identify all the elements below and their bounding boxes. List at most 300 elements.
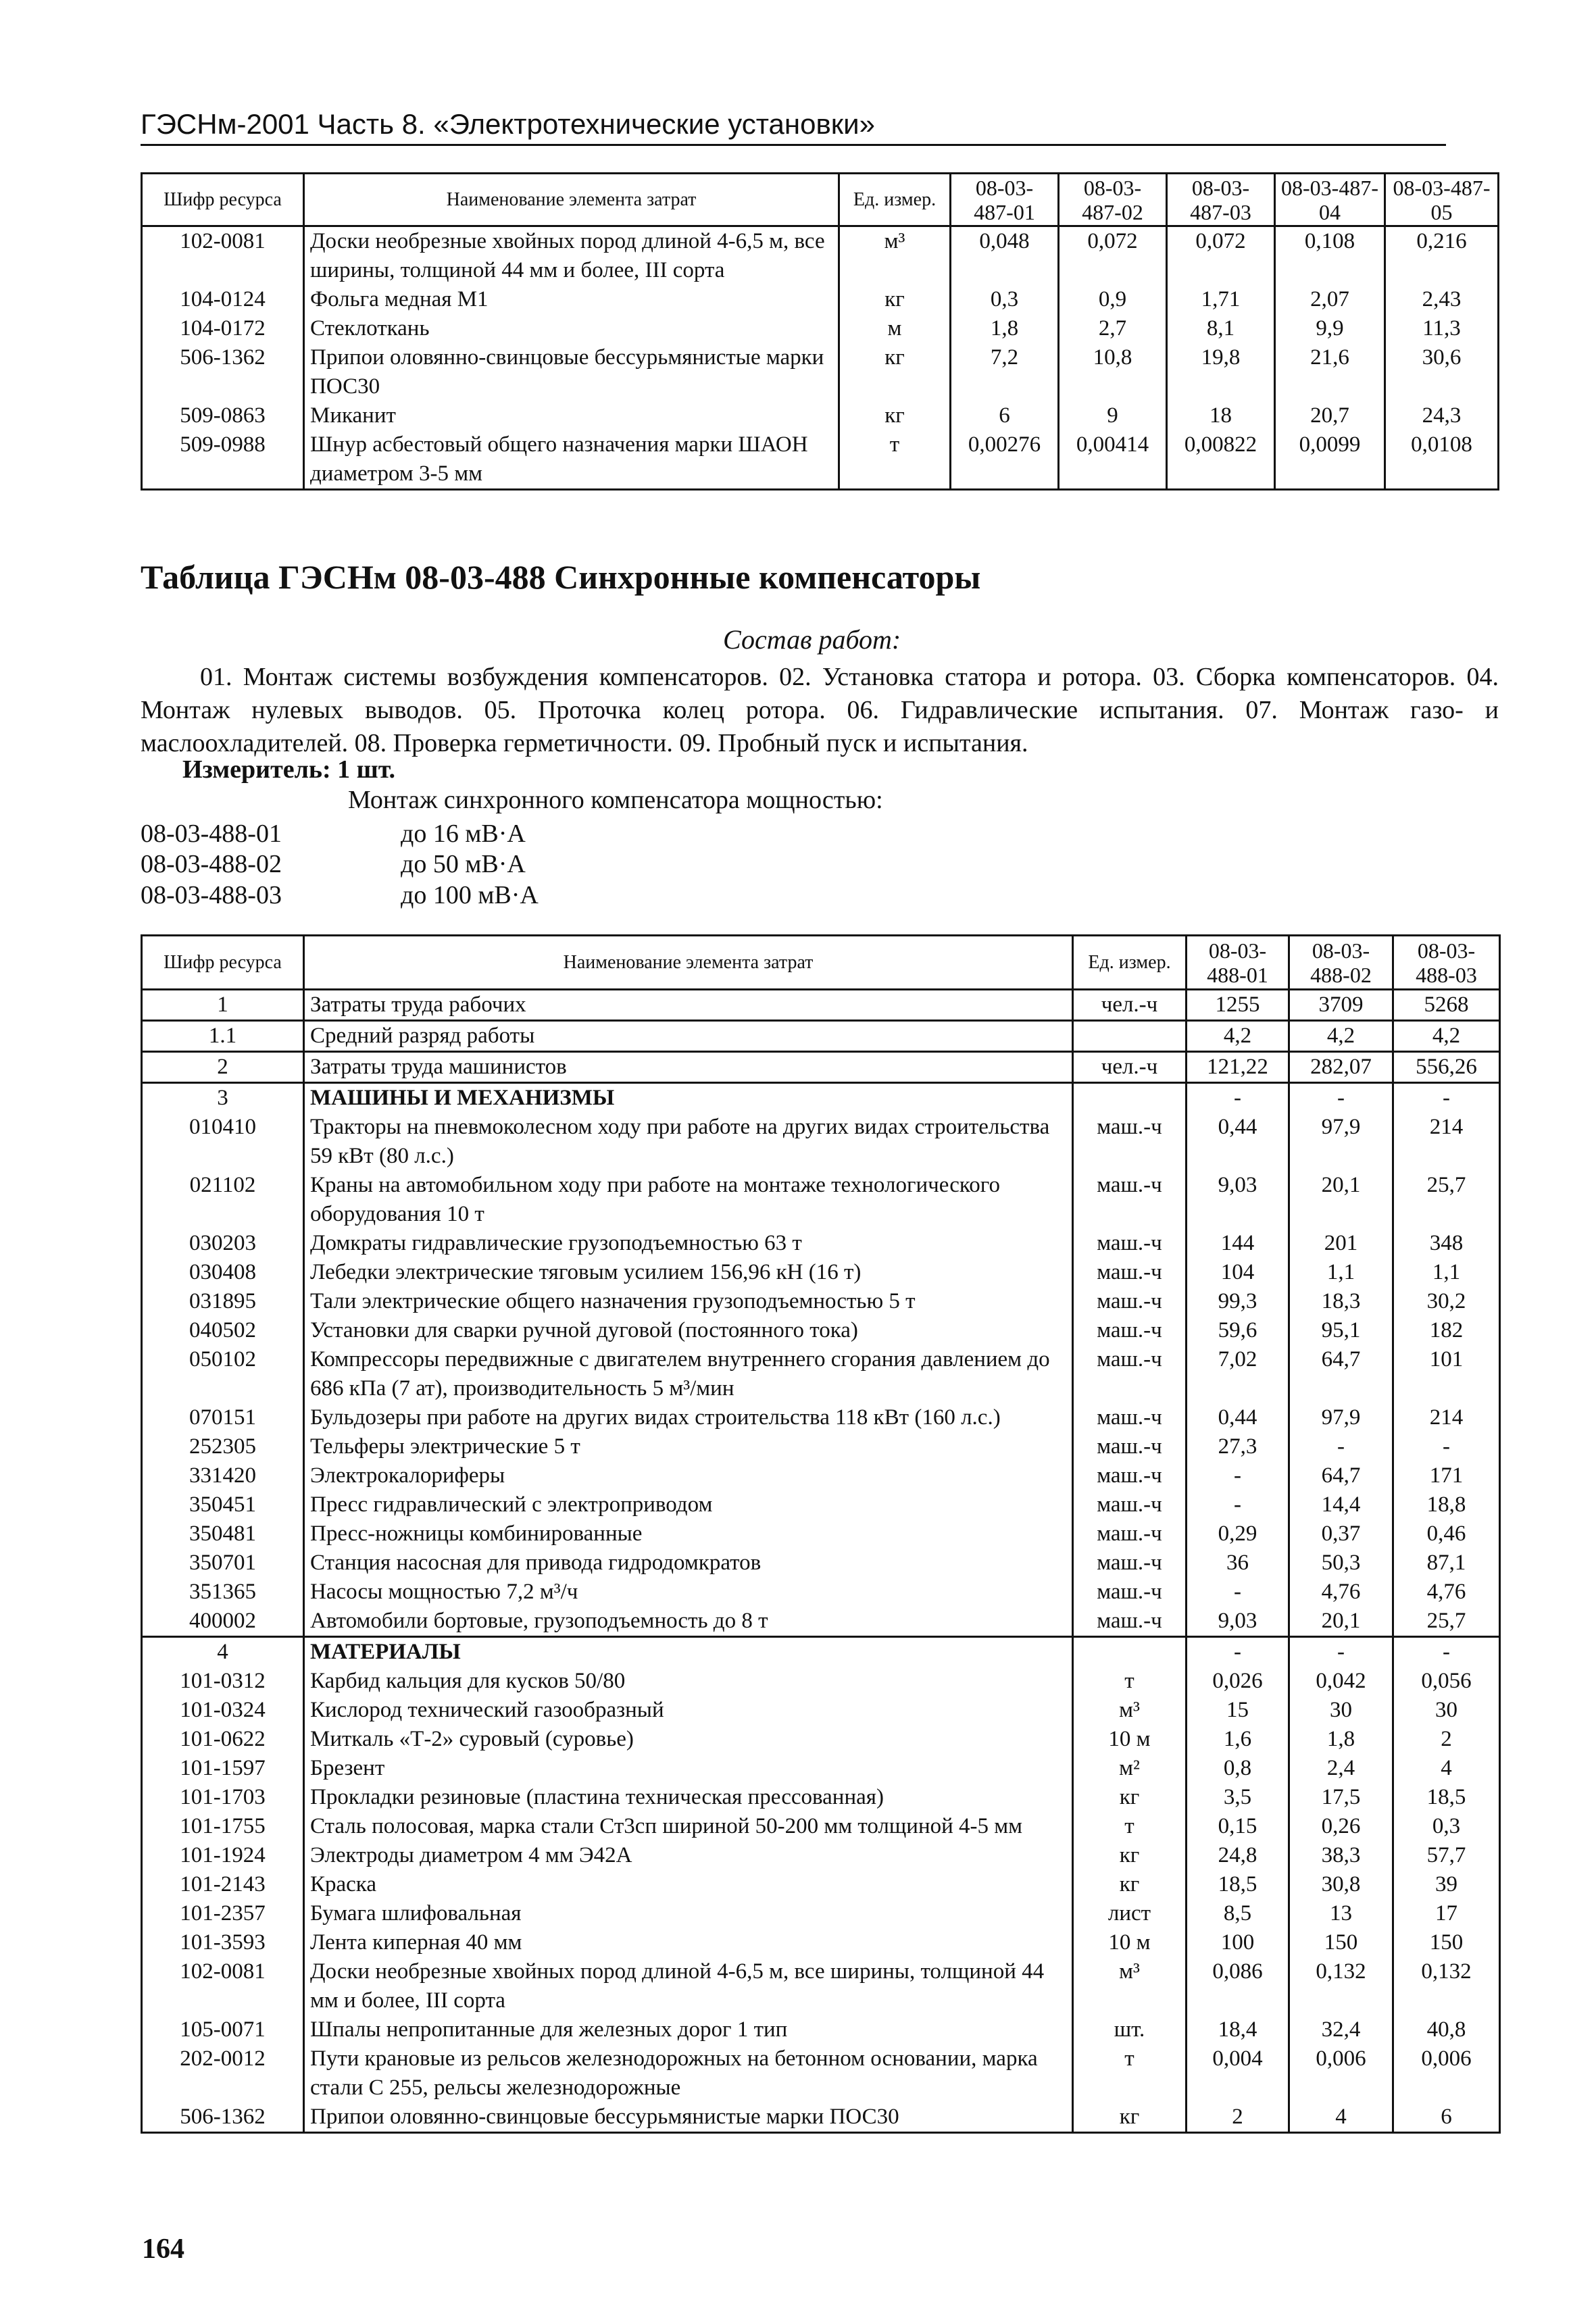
resource-code: 252305 — [142, 1432, 304, 1461]
table-row — [142, 1812, 1500, 1841]
table-row — [142, 1667, 1500, 1696]
value-cell: 17 — [1393, 1899, 1500, 1928]
value-cell: 99,3 — [1187, 1287, 1289, 1316]
unit-cell: т — [1073, 1812, 1187, 1841]
resource-name: Тали электрические общего назначения грузоподъемностью 5 т — [304, 1287, 1073, 1316]
resource-name: Электроды диаметром 4 мм Э42А — [304, 1841, 1073, 1870]
value-cell: 11,3 — [1385, 314, 1499, 343]
unit-cell: маш.-ч — [1073, 1316, 1187, 1345]
table-row — [142, 990, 1500, 1021]
unit-cell: маш.-ч — [1073, 1549, 1187, 1578]
resource-code: 101-1924 — [142, 1841, 304, 1870]
resource-name: Прокладки резиновые (пластина техническая прессованная) — [304, 1783, 1073, 1812]
value-cell: 1,8 — [951, 314, 1059, 343]
variant-code: 08-03-488-03 — [141, 881, 282, 909]
resource-code: 2 — [142, 1052, 304, 1083]
resource-name: Припои оловянно-свинцовые бессурьмянистые марки ПОС30 — [304, 2103, 1073, 2133]
value-cell: 0,0099 — [1275, 430, 1385, 490]
resource-name: Компрессоры передвижные с двигателем внутреннего сгорания давлением до 686 кПа (7 ат), производительность 5 м³/мин — [304, 1345, 1073, 1403]
table-row — [142, 1171, 1500, 1229]
value-cell: - — [1289, 1637, 1393, 1667]
unit-cell — [1073, 1021, 1187, 1052]
value-cell: 348 — [1393, 1229, 1500, 1258]
value-cell: 95,1 — [1289, 1316, 1393, 1345]
value-cell: 25,7 — [1393, 1607, 1500, 1637]
value-cell: 0,9 — [1059, 285, 1167, 314]
unit-cell: т — [839, 430, 951, 490]
resource-code: 101-1597 — [142, 1754, 304, 1783]
table-row — [142, 1725, 1500, 1754]
resource-code: 202-0012 — [142, 2044, 304, 2103]
value-cell: 0,46 — [1393, 1519, 1500, 1549]
value-cell: 556,26 — [1393, 1052, 1500, 1083]
resource-name: Стеклоткань — [304, 314, 839, 343]
value-cell: 201 — [1289, 1229, 1393, 1258]
resource-name: МАШИНЫ И МЕХАНИЗМЫ — [304, 1083, 1073, 1113]
resource-name: Сталь полосовая, марка стали Ст3сп шириной 50-200 мм толщиной 4-5 мм — [304, 1812, 1073, 1841]
resource-code: 506-1362 — [142, 343, 304, 401]
resource-name: Краска — [304, 1870, 1073, 1899]
value-cell: 0,132 — [1289, 1957, 1393, 2015]
unit-cell: маш.-ч — [1073, 1171, 1187, 1229]
resource-code: 101-1703 — [142, 1783, 304, 1812]
table-row — [142, 401, 1499, 430]
value-cell: 4,76 — [1393, 1578, 1500, 1607]
unit-cell: маш.-ч — [1073, 1345, 1187, 1403]
variant-text: до 50 мВ·А — [401, 850, 526, 878]
value-cell: 27,3 — [1187, 1432, 1289, 1461]
value-cell: 2 — [1187, 2103, 1289, 2133]
resource-name: Пресс-ножницы комбинированные — [304, 1519, 1073, 1549]
value-cell: 0,37 — [1289, 1519, 1393, 1549]
value-cell: 144 — [1187, 1229, 1289, 1258]
unit-cell: т — [1073, 2044, 1187, 2103]
unit-cell: 10 м — [1073, 1725, 1187, 1754]
value-cell: 15 — [1187, 1696, 1289, 1725]
resource-code: 104-0172 — [142, 314, 304, 343]
resource-code: 102-0081 — [142, 1957, 304, 2015]
table-row — [142, 1928, 1500, 1957]
value-cell: 6 — [951, 401, 1059, 430]
unit-cell — [1073, 1637, 1187, 1667]
value-cell: 0,0108 — [1385, 430, 1499, 490]
table-row — [142, 1549, 1500, 1578]
resource-code: 101-0622 — [142, 1725, 304, 1754]
resource-code: 509-0988 — [142, 430, 304, 490]
resource-name: Электрокалориферы — [304, 1461, 1073, 1490]
variant-text: до 100 мВ·А — [401, 881, 539, 909]
unit-cell: чел.-ч — [1073, 1052, 1187, 1083]
value-cell: 97,9 — [1289, 1113, 1393, 1171]
value-cell: 3709 — [1289, 990, 1393, 1021]
table-row — [142, 285, 1499, 314]
resource-name: Шпалы непропитанные для железных дорог 1 тип — [304, 2015, 1073, 2044]
resource-code: 101-0312 — [142, 1667, 304, 1696]
table-row — [142, 1637, 1500, 1667]
value-cell: 9,03 — [1187, 1607, 1289, 1637]
resource-name: Припои оловянно-свинцовые бессурьмянистые марки ПОС30 — [304, 343, 839, 401]
unit-cell: маш.-ч — [1073, 1229, 1187, 1258]
value-cell: 5268 — [1393, 990, 1500, 1021]
resource-code: 104-0124 — [142, 285, 304, 314]
value-cell: 30,2 — [1393, 1287, 1500, 1316]
value-cell: - — [1187, 1461, 1289, 1490]
value-cell: 2,43 — [1385, 285, 1499, 314]
unit-cell: маш.-ч — [1073, 1607, 1187, 1637]
column-header: 08-03-487-02 — [1059, 174, 1167, 226]
unit-cell: кг — [839, 343, 951, 401]
value-cell: 7,2 — [951, 343, 1059, 401]
variant-row — [141, 849, 526, 879]
value-cell: 0,026 — [1187, 1667, 1289, 1696]
unit-cell: кг — [839, 401, 951, 430]
table-row — [142, 1461, 1500, 1490]
unit-cell: маш.-ч — [1073, 1258, 1187, 1287]
resource-code: 010410 — [142, 1113, 304, 1171]
resource-name: Пресс гидравлический с электроприводом — [304, 1490, 1073, 1519]
running-header: ГЭСНм-2001 Часть 8. «Электротехнические установки» — [141, 108, 875, 140]
table-row — [142, 2015, 1500, 2044]
unit-cell: маш.-ч — [1073, 1519, 1187, 1549]
value-cell: 9 — [1059, 401, 1167, 430]
resource-name: Фольга медная М1 — [304, 285, 839, 314]
value-cell: 150 — [1289, 1928, 1393, 1957]
value-cell: 4,2 — [1289, 1021, 1393, 1052]
resource-name: Миткаль «Т-2» суровый (суровье) — [304, 1725, 1073, 1754]
resource-code: 102-0081 — [142, 226, 304, 286]
resource-code: 101-2143 — [142, 1870, 304, 1899]
value-cell: 8,1 — [1167, 314, 1275, 343]
unit-cell: маш.-ч — [1073, 1403, 1187, 1432]
resource-name: Средний разряд работы — [304, 1021, 1073, 1052]
table-row — [142, 1783, 1500, 1812]
value-cell: 3,5 — [1187, 1783, 1289, 1812]
value-cell: - — [1289, 1432, 1393, 1461]
unit-cell: кг — [1073, 2103, 1187, 2133]
value-cell: 4,2 — [1187, 1021, 1289, 1052]
unit-cell: шт. — [1073, 2015, 1187, 2044]
resource-code: 350451 — [142, 1490, 304, 1519]
table-row — [142, 2103, 1500, 2133]
value-cell: 1,6 — [1187, 1725, 1289, 1754]
value-cell: 0,072 — [1059, 226, 1167, 286]
table-row — [142, 1113, 1500, 1171]
value-cell: 4 — [1393, 1754, 1500, 1783]
value-cell: 40,8 — [1393, 2015, 1500, 2044]
value-cell: 2,07 — [1275, 285, 1385, 314]
variant-text: до 16 мВ·А — [401, 820, 526, 848]
value-cell: - — [1393, 1637, 1500, 1667]
resource-code: 350481 — [142, 1519, 304, 1549]
resource-code: 4 — [142, 1637, 304, 1667]
value-cell: - — [1187, 1490, 1289, 1519]
variant-code: 08-03-488-02 — [141, 850, 282, 878]
table-row — [142, 1899, 1500, 1928]
value-cell: 0,056 — [1393, 1667, 1500, 1696]
table-row — [142, 1490, 1500, 1519]
value-cell: 2,4 — [1289, 1754, 1393, 1783]
resource-code: 021102 — [142, 1171, 304, 1229]
unit-cell: 10 м — [1073, 1928, 1187, 1957]
table-header-row — [142, 174, 1499, 226]
table-row — [142, 1345, 1500, 1403]
mount-title: Монтаж синхронного компенсатора мощностью: — [348, 786, 883, 814]
value-cell: 0,006 — [1393, 2044, 1500, 2103]
resource-name: Бумага шлифовальная — [304, 1899, 1073, 1928]
value-cell: 171 — [1393, 1461, 1500, 1490]
resource-name: Тельферы электрические 5 т — [304, 1432, 1073, 1461]
value-cell: 121,22 — [1187, 1052, 1289, 1083]
value-cell: 4,76 — [1289, 1578, 1393, 1607]
resource-code: 031895 — [142, 1287, 304, 1316]
resource-code: 105-0071 — [142, 2015, 304, 2044]
value-cell: 18,5 — [1187, 1870, 1289, 1899]
column-header: Наименование элемента затрат — [304, 936, 1073, 990]
resource-name: Домкраты гидравлические грузоподъемностью 63 т — [304, 1229, 1073, 1258]
value-cell: 30 — [1289, 1696, 1393, 1725]
value-cell: 20,7 — [1275, 401, 1385, 430]
resource-code: 030408 — [142, 1258, 304, 1287]
composition-text: 01. Монтаж системы возбуждения компенсаторов. 02. Установка статора и ротора. 03. Сборка компенсаторов. 04. Монтаж нулевых выводов. 05. Проточка колец ротора. 06. Гидравлические испытания. 07. Монтаж газо- и маслоохладителей. 08. Проверка герметичности. 09. Пробный пуск и испытания. — [141, 663, 1499, 757]
table-row — [142, 1083, 1500, 1113]
table-row — [142, 1841, 1500, 1870]
value-cell: 0,00276 — [951, 430, 1059, 490]
column-header: 08-03-487-05 — [1385, 174, 1499, 226]
column-header: 08-03-488-03 — [1393, 936, 1500, 990]
resource-name: Бульдозеры при работе на других видах строительства 118 кВт (160 л.с.) — [304, 1403, 1073, 1432]
value-cell: 30 — [1393, 1696, 1500, 1725]
table-row — [142, 1432, 1500, 1461]
value-cell: 18 — [1167, 401, 1275, 430]
table-title: Таблица ГЭСНм 08-03-488 Синхронные компенсаторы — [141, 558, 981, 596]
table-row — [142, 430, 1499, 490]
resource-code: 331420 — [142, 1461, 304, 1490]
value-cell: 0,072 — [1167, 226, 1275, 286]
value-cell: 0,44 — [1187, 1403, 1289, 1432]
column-header: 08-03-487-01 — [951, 174, 1059, 226]
unit-cell: маш.-ч — [1073, 1578, 1187, 1607]
table-row — [142, 314, 1499, 343]
table-row — [142, 1754, 1500, 1783]
value-cell: 38,3 — [1289, 1841, 1393, 1870]
table-row — [142, 1519, 1500, 1549]
value-cell: 59,6 — [1187, 1316, 1289, 1345]
value-cell: 10,8 — [1059, 343, 1167, 401]
value-cell: 1,1 — [1289, 1258, 1393, 1287]
unit-cell: маш.-ч — [1073, 1432, 1187, 1461]
value-cell: 36 — [1187, 1549, 1289, 1578]
resource-code: 040502 — [142, 1316, 304, 1345]
resource-name: Лента киперная 40 мм — [304, 1928, 1073, 1957]
resource-name: Лебедки электрические тяговым усилием 156,96 кН (16 т) — [304, 1258, 1073, 1287]
unit-cell: кг — [839, 285, 951, 314]
variant-row — [141, 819, 526, 849]
table-row — [142, 1258, 1500, 1287]
value-cell: 1,8 — [1289, 1725, 1393, 1754]
variant-code: 08-03-488-01 — [141, 820, 282, 848]
value-cell: 0,086 — [1187, 1957, 1289, 2015]
table-row — [142, 1403, 1500, 1432]
column-header: Шифр ресурса — [142, 174, 304, 226]
table-row — [142, 1229, 1500, 1258]
column-header: Ед. измер. — [1073, 936, 1187, 990]
resource-name: Миканит — [304, 401, 839, 430]
value-cell: 0,3 — [951, 285, 1059, 314]
resource-name: Затраты труда машинистов — [304, 1052, 1073, 1083]
value-cell: 104 — [1187, 1258, 1289, 1287]
value-cell: 282,07 — [1289, 1052, 1393, 1083]
value-cell: 4,2 — [1393, 1021, 1500, 1052]
resource-name: Кислород технический газообразный — [304, 1696, 1073, 1725]
value-cell: 0,26 — [1289, 1812, 1393, 1841]
unit-cell: м³ — [1073, 1957, 1187, 2015]
unit-cell: кг — [1073, 1783, 1187, 1812]
resource-name: Доски необрезные хвойных пород длиной 4-6,5 м, все ширины, толщиной 44 мм и более, III сорта — [304, 1957, 1073, 2015]
unit-cell: м² — [1073, 1754, 1187, 1783]
value-cell: 25,7 — [1393, 1171, 1500, 1229]
value-cell: 0,006 — [1289, 2044, 1393, 2103]
value-cell: 39 — [1393, 1870, 1500, 1899]
value-cell: 64,7 — [1289, 1461, 1393, 1490]
value-cell: 214 — [1393, 1403, 1500, 1432]
value-cell: 50,3 — [1289, 1549, 1393, 1578]
unit-cell: кг — [1073, 1841, 1187, 1870]
unit-cell: т — [1073, 1667, 1187, 1696]
resource-name: Установки для сварки ручной дуговой (постоянного тока) — [304, 1316, 1073, 1345]
table-row — [142, 1578, 1500, 1607]
resource-code: 350701 — [142, 1549, 304, 1578]
value-cell: 18,5 — [1393, 1783, 1500, 1812]
resource-code: 3 — [142, 1083, 304, 1113]
unit-cell: маш.-ч — [1073, 1287, 1187, 1316]
column-header: Наименование элемента затрат — [304, 174, 839, 226]
meter-label: Измеритель: 1 шт. — [182, 755, 396, 784]
value-cell: - — [1393, 1083, 1500, 1113]
value-cell: 182 — [1393, 1316, 1500, 1345]
table-row — [142, 1957, 1500, 2015]
unit-cell: маш.-ч — [1073, 1461, 1187, 1490]
resource-name: Затраты труда рабочих — [304, 990, 1073, 1021]
value-cell: 24,3 — [1385, 401, 1499, 430]
column-header: 08-03-488-01 — [1187, 936, 1289, 990]
value-cell: 101 — [1393, 1345, 1500, 1403]
value-cell: 0,00822 — [1167, 430, 1275, 490]
resource-name: МАТЕРИАЛЫ — [304, 1637, 1073, 1667]
column-header: 08-03-487-04 — [1275, 174, 1385, 226]
table-row — [142, 226, 1499, 286]
page-number: 164 — [142, 2234, 184, 2265]
resource-name: Насосы мощностью 7,2 м³/ч — [304, 1578, 1073, 1607]
resource-name: Карбид кальция для кусков 50/80 — [304, 1667, 1073, 1696]
resource-table-488 — [141, 934, 1501, 2134]
value-cell: - — [1393, 1432, 1500, 1461]
value-cell: 97,9 — [1289, 1403, 1393, 1432]
value-cell: 2,7 — [1059, 314, 1167, 343]
resource-code: 101-0324 — [142, 1696, 304, 1725]
value-cell: 32,4 — [1289, 2015, 1393, 2044]
value-cell: 8,5 — [1187, 1899, 1289, 1928]
variant-row — [141, 880, 539, 910]
unit-cell: чел.-ч — [1073, 990, 1187, 1021]
value-cell: 1,71 — [1167, 285, 1275, 314]
value-cell: 2 — [1393, 1725, 1500, 1754]
header-rule — [141, 144, 1446, 146]
value-cell: 1,1 — [1393, 1258, 1500, 1287]
table-row — [142, 1052, 1500, 1083]
composition-heading: Состав работ: — [723, 624, 901, 655]
unit-cell: м³ — [1073, 1696, 1187, 1725]
value-cell: 0,042 — [1289, 1667, 1393, 1696]
resource-name: Шнур асбестовый общего назначения марки ШАОН диаметром 3-5 мм — [304, 430, 839, 490]
resource-code: 070151 — [142, 1403, 304, 1432]
resource-code: 506-1362 — [142, 2103, 304, 2133]
value-cell: 4 — [1289, 2103, 1393, 2133]
table-row — [142, 1021, 1500, 1052]
column-header: 08-03-488-02 — [1289, 936, 1393, 990]
value-cell: 150 — [1393, 1928, 1500, 1957]
resource-name: Автомобили бортовые, грузоподъемность до 8 т — [304, 1607, 1073, 1637]
column-header: 08-03-487-03 — [1167, 174, 1275, 226]
value-cell: - — [1187, 1637, 1289, 1667]
table-row — [142, 2044, 1500, 2103]
value-cell: 20,1 — [1289, 1607, 1393, 1637]
value-cell: 0,004 — [1187, 2044, 1289, 2103]
resource-code: 351365 — [142, 1578, 304, 1607]
value-cell: 13 — [1289, 1899, 1393, 1928]
value-cell: - — [1187, 1083, 1289, 1113]
table-row — [142, 1696, 1500, 1725]
value-cell: 18,4 — [1187, 2015, 1289, 2044]
value-cell: 0,00414 — [1059, 430, 1167, 490]
resource-name: Пути крановые из рельсов железнодорожных на бетонном основании, марка стали С 255, рельсы железнодорожные — [304, 2044, 1073, 2103]
value-cell: 19,8 — [1167, 343, 1275, 401]
table-row — [142, 1870, 1500, 1899]
value-cell: 9,03 — [1187, 1171, 1289, 1229]
value-cell: - — [1187, 1578, 1289, 1607]
unit-cell — [1073, 1083, 1187, 1113]
value-cell: 30,6 — [1385, 343, 1499, 401]
value-cell: 14,4 — [1289, 1490, 1393, 1519]
resource-code: 400002 — [142, 1607, 304, 1637]
value-cell: 0,048 — [951, 226, 1059, 286]
column-header: Ед. измер. — [839, 174, 951, 226]
value-cell: - — [1289, 1083, 1393, 1113]
resource-code: 509-0863 — [142, 401, 304, 430]
resource-code: 101-1755 — [142, 1812, 304, 1841]
unit-cell: маш.-ч — [1073, 1490, 1187, 1519]
resource-name: Брезент — [304, 1754, 1073, 1783]
value-cell: 57,7 — [1393, 1841, 1500, 1870]
value-cell: 9,9 — [1275, 314, 1385, 343]
resource-code: 030203 — [142, 1229, 304, 1258]
column-header: Шифр ресурса — [142, 936, 304, 990]
table-row — [142, 1607, 1500, 1637]
table-row — [142, 343, 1499, 401]
unit-cell: маш.-ч — [1073, 1113, 1187, 1171]
value-cell: 0,15 — [1187, 1812, 1289, 1841]
value-cell: 20,1 — [1289, 1171, 1393, 1229]
resource-name: Тракторы на пневмоколесном ходу при работе на других видах строительства 59 кВт (80 л.с.) — [304, 1113, 1073, 1171]
value-cell: 0,132 — [1393, 1957, 1500, 2015]
unit-cell: м³ — [839, 226, 951, 286]
resource-name: Доски необрезные хвойных пород длиной 4-6,5 м, все ширины, толщиной 44 мм и более, III сорта — [304, 226, 839, 286]
table-row — [142, 1316, 1500, 1345]
value-cell: 18,3 — [1289, 1287, 1393, 1316]
value-cell: 100 — [1187, 1928, 1289, 1957]
value-cell: 64,7 — [1289, 1345, 1393, 1403]
table-header-row — [142, 936, 1500, 990]
value-cell: 0,44 — [1187, 1113, 1289, 1171]
